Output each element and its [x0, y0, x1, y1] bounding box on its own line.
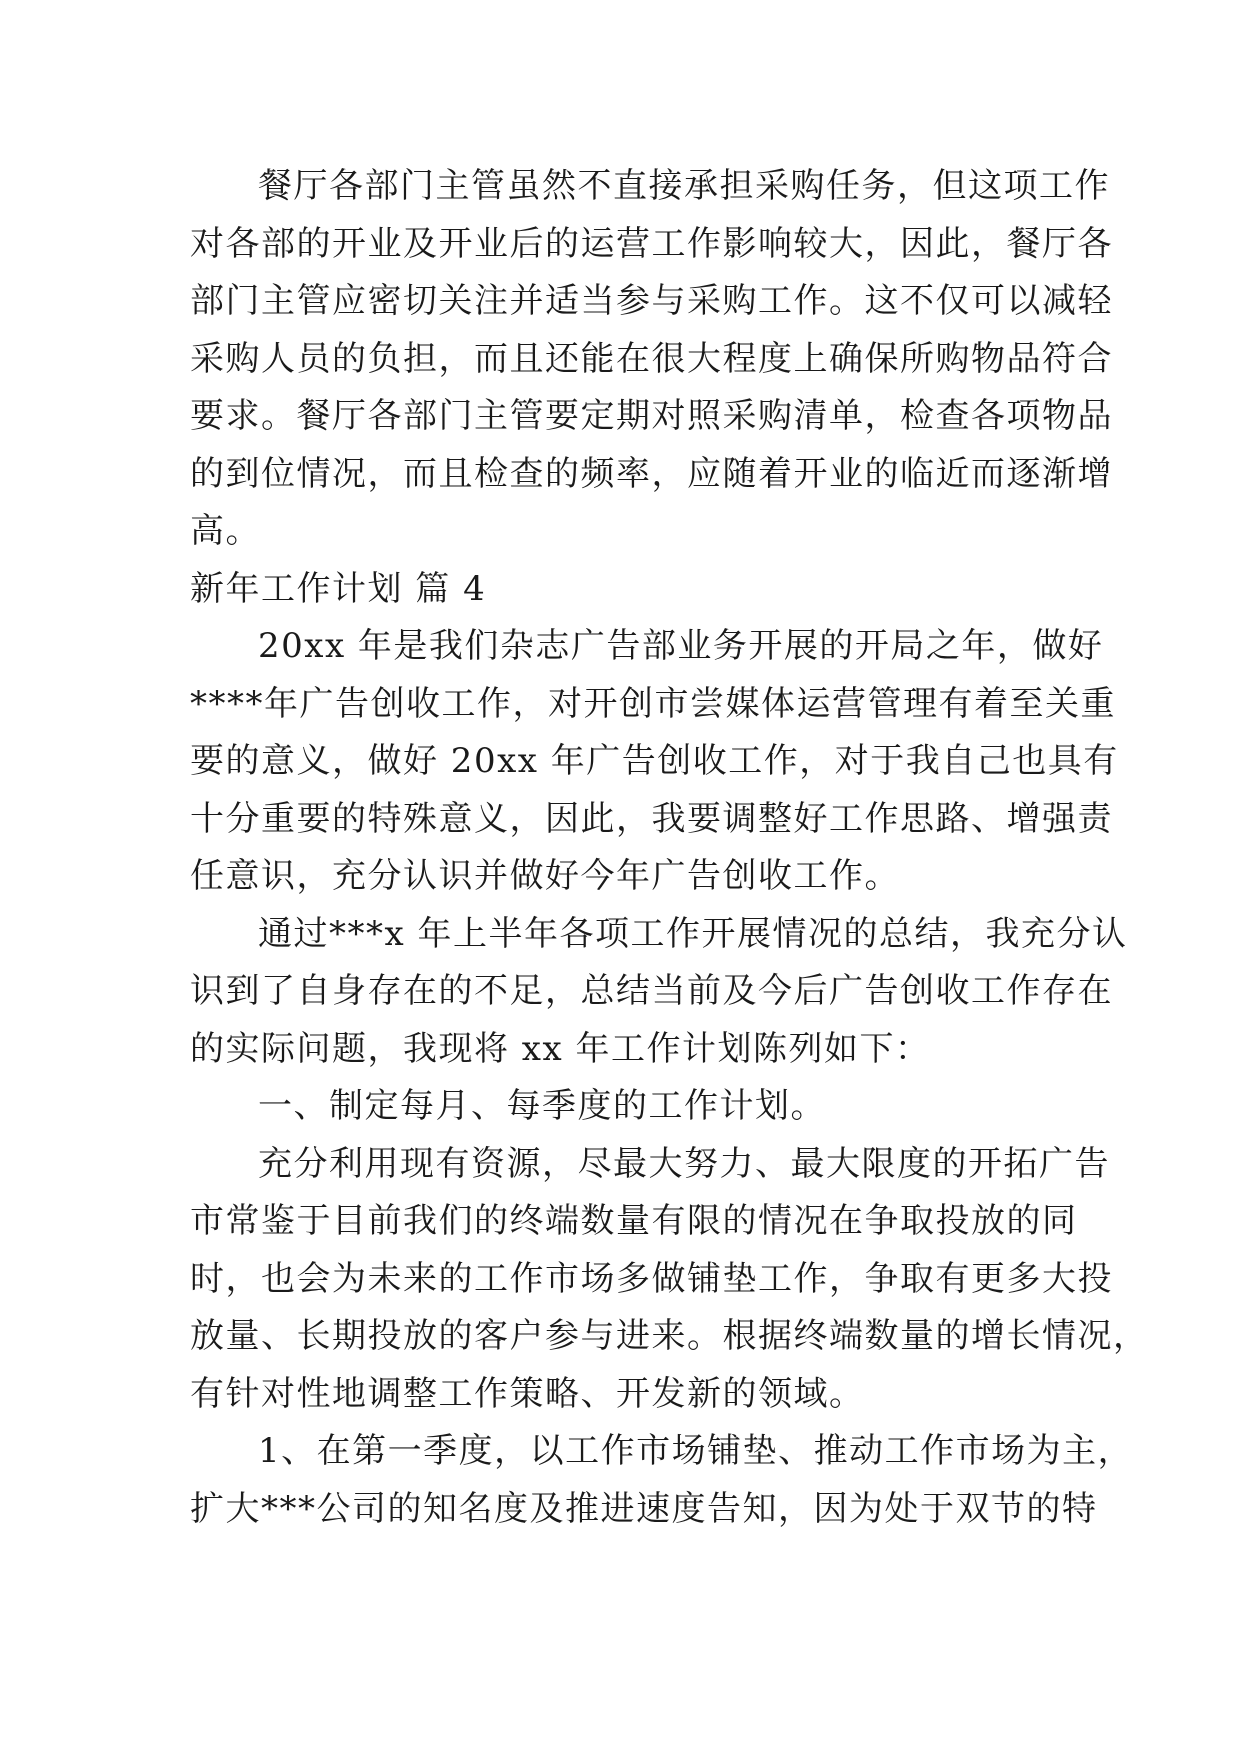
text-line: 一、制定每月、每季度的工作计划。 [258, 1086, 826, 1126]
text-line: 对各部的开业及开业后的运营工作影响较大，因此，餐厅各 [190, 223, 1113, 264]
text-line: 充分利用现有资源，尽最大努力、最大限度的开拓广告 [258, 1143, 1110, 1184]
text-line: 的到位情况，而且检查的频率，应随着开业的临近而逐渐增 [190, 453, 1113, 494]
text-line: 有针对性地调整工作策略、开发新的领域。 [190, 1373, 865, 1414]
paragraph-resources [190, 1136, 1149, 1424]
text-line: 扩大***公司的知名度及推进速度告知，因为处于双节的特 [190, 1488, 1098, 1529]
text-line: 市常鉴于目前我们的终端数量有限的情况在争取投放的同 [190, 1201, 1078, 1241]
section-heading: 新年工作计划 篇 4 [190, 568, 487, 609]
text-line: 的实际问题，我现将 xx 年工作计划陈列如下： [190, 1028, 931, 1069]
text-line: ****年广告创收工作，对开创市尝媒体运营管理有着至关重 [190, 683, 1116, 724]
text-line: 1、在第一季度，以工作市场铺垫、推动工作市场为主， [258, 1431, 1134, 1471]
text-line: 放量、长期投放的客户参与进来。根据终端数量的增长情况， [190, 1316, 1149, 1356]
paragraph-intro [190, 618, 1119, 906]
document-body [190, 158, 1149, 1538]
text-line: 20xx 年是我们杂志广告部业务开展的开局之年，做好 [258, 626, 1104, 666]
text-line: 要的意义，做好 20xx 年广告创收工作，对于我自己也具有 [190, 741, 1119, 781]
text-line: 高。 [190, 511, 261, 551]
text-line: 识到了自身存在的不足，总结当前及今后广告创收工作存在 [190, 971, 1113, 1011]
text-line: 任意识，充分认识并做好今年广告创收工作。 [190, 856, 900, 896]
text-line: 时，也会为未来的工作市场多做铺垫工作，争取有更多大投 [190, 1258, 1113, 1299]
paragraph-item-heading [190, 1078, 1050, 1136]
text-line: 要求。餐厅各部门主管要定期对照采购清单，检查各项物品 [190, 396, 1113, 436]
text-line: 通过***x 年上半年各项工作开展情况的总结，我充分认 [258, 913, 1128, 954]
paragraph-summary [190, 906, 1128, 1079]
text-line: 采购人员的负担，而且还能在很大程度上确保所购物品符合 [190, 338, 1113, 379]
paragraph-procurement [190, 158, 1113, 561]
text-line: 部门主管应密切关注并适当参与采购工作。这不仅可以减轻 [190, 281, 1113, 321]
text-line: 餐厅各部门主管虽然不直接承担采购任务，但这项工作 [258, 166, 1110, 206]
paragraph-first-quarter [190, 1423, 1134, 1538]
text-line: 十分重要的特殊意义，因此，我要调整好工作思路、增强责 [190, 798, 1113, 839]
